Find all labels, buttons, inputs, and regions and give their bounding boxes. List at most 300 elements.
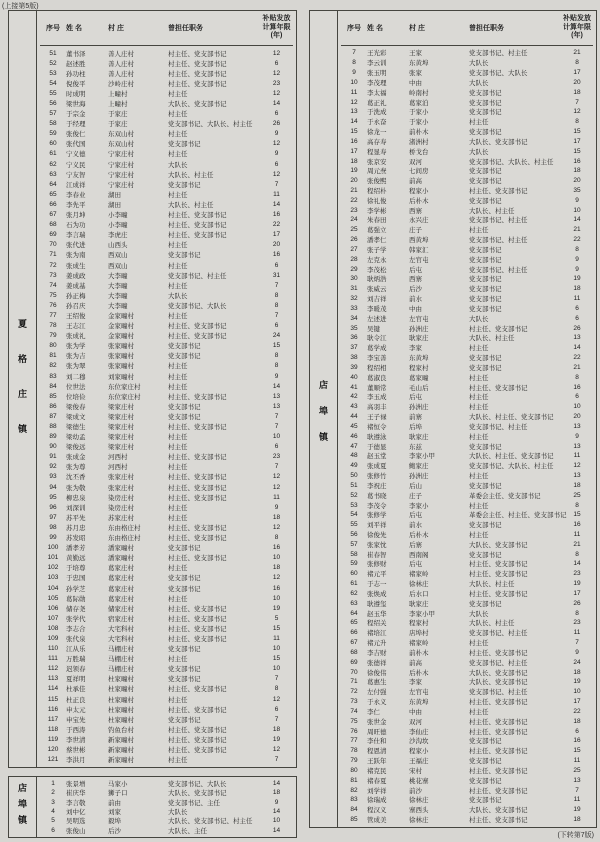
table-row bbox=[341, 333, 593, 343]
cell-former-position: 革委会主任、党支部书记 bbox=[469, 492, 541, 500]
cell-village: 于家庄 bbox=[108, 121, 128, 129]
cell-serial-number: 74 bbox=[49, 281, 57, 289]
col-header-years-line1: 补贴发放 bbox=[262, 14, 291, 22]
table-row bbox=[341, 136, 593, 146]
cell-subsidy-years: 12 bbox=[272, 574, 281, 582]
cell-subsidy-years: 23 bbox=[573, 619, 581, 627]
cell-former-position: 村主任 bbox=[168, 312, 188, 320]
cell-former-position: 党支部书记、大队长、村主任 bbox=[168, 121, 253, 129]
cell-subsidy-years: 11 bbox=[573, 629, 581, 637]
col-header-name: 姓 名 bbox=[66, 25, 82, 32]
cell-former-position: 村主任 bbox=[469, 433, 489, 441]
cell-former-position: 党支部书记 bbox=[168, 141, 201, 149]
cell-person-name: 迟领春 bbox=[66, 666, 86, 674]
cell-village: 善人庄村 bbox=[108, 70, 134, 78]
cell-subsidy-years: 5 bbox=[274, 614, 279, 622]
cell-serial-number: 64 bbox=[49, 180, 57, 188]
cell-person-name: 李春业 bbox=[66, 191, 86, 199]
cell-village: 山西头 bbox=[108, 242, 128, 250]
cell-person-name: 左述进 bbox=[367, 315, 387, 323]
cell-village: 张家疃村 bbox=[108, 353, 134, 361]
cell-serial-number: 88 bbox=[49, 423, 57, 431]
table-row bbox=[40, 452, 293, 462]
table-row bbox=[40, 522, 293, 532]
cell-village: 徐林庄 bbox=[409, 797, 429, 805]
cell-person-name: 刘二穆 bbox=[66, 373, 86, 381]
cell-person-name: 苏平先 bbox=[66, 514, 86, 522]
table-row bbox=[341, 618, 593, 628]
cell-person-name: 姜成基 bbox=[66, 282, 86, 290]
cell-subsidy-years: 12 bbox=[272, 69, 281, 77]
table-row bbox=[341, 363, 593, 373]
cell-subsidy-years: 9 bbox=[575, 432, 579, 440]
table-row bbox=[40, 250, 293, 260]
cell-person-name: 于忠国 bbox=[66, 575, 86, 583]
table-row bbox=[341, 392, 593, 402]
cell-subsidy-years: 10 bbox=[272, 645, 281, 653]
cell-village: 孙洲庄 bbox=[409, 325, 429, 333]
cell-former-position: 党支部书记 bbox=[469, 777, 502, 785]
cell-person-name: 潘孝仁 bbox=[367, 237, 387, 245]
cell-serial-number: 83 bbox=[350, 796, 358, 804]
cell-former-position: 党支部书记 bbox=[469, 286, 502, 294]
table-row bbox=[341, 746, 593, 756]
cell-serial-number: 52 bbox=[350, 491, 358, 499]
cell-village: 金家疃村 bbox=[108, 312, 134, 320]
cell-serial-number: 95 bbox=[49, 493, 57, 501]
cell-person-name: 梁俊春 bbox=[66, 403, 86, 411]
table-row bbox=[40, 321, 293, 331]
cell-subsidy-years: 8 bbox=[274, 291, 279, 299]
cell-former-position: 党支部书记、主任 bbox=[168, 799, 220, 807]
cell-person-name: 李仕和 bbox=[367, 738, 387, 746]
table-row bbox=[341, 716, 593, 726]
cell-subsidy-years: 22 bbox=[573, 354, 581, 362]
cell-serial-number: 70 bbox=[49, 241, 57, 249]
cell-village: 徐林庄 bbox=[409, 817, 429, 824]
cell-former-position: 村主任、党支部书记 bbox=[168, 484, 227, 492]
cell-village: 东位家庄村 bbox=[108, 393, 141, 401]
table-row bbox=[40, 654, 293, 664]
cell-subsidy-years: 10 bbox=[573, 688, 581, 696]
cell-serial-number: 18 bbox=[350, 157, 358, 165]
cell-serial-number: 78 bbox=[49, 322, 57, 330]
cell-former-position: 党支部书记、村主任 bbox=[469, 689, 528, 697]
cell-former-position: 村主任 bbox=[168, 191, 188, 199]
table-row bbox=[40, 788, 293, 797]
cell-person-name: 张为南 bbox=[66, 252, 86, 260]
cell-person-name: 梁俊远 bbox=[66, 444, 86, 452]
cell-former-position: 党支部书记 bbox=[469, 355, 502, 363]
cell-serial-number: 39 bbox=[350, 363, 358, 371]
cell-person-name: 李言敬 bbox=[66, 799, 86, 807]
cell-village: 耿家庄 bbox=[409, 600, 429, 608]
table-row bbox=[40, 623, 293, 633]
cell-serial-number: 30 bbox=[350, 275, 358, 283]
cell-subsidy-years: 8 bbox=[274, 685, 279, 693]
cell-person-name: 王光彩 bbox=[367, 50, 387, 58]
cell-village: 东双山村 bbox=[108, 131, 134, 139]
cell-serial-number: 49 bbox=[350, 462, 358, 470]
cell-subsidy-years: 15 bbox=[272, 655, 281, 663]
cell-serial-number: 87 bbox=[49, 412, 57, 420]
cell-former-position: 党支部书记、村主任 bbox=[469, 237, 528, 245]
table-row bbox=[40, 280, 293, 290]
col-header-position: 曾担任职务 bbox=[469, 25, 504, 32]
cell-serial-number: 89 bbox=[49, 433, 57, 441]
cell-subsidy-years: 9 bbox=[575, 265, 579, 273]
cell-serial-number: 55 bbox=[350, 521, 358, 529]
cell-serial-number: 77 bbox=[350, 737, 358, 745]
cell-serial-number: 32 bbox=[350, 295, 358, 303]
col-header-years bbox=[561, 15, 593, 41]
cell-serial-number: 66 bbox=[350, 629, 358, 637]
cell-subsidy-years: 11 bbox=[573, 757, 581, 765]
cell-serial-number: 103 bbox=[47, 574, 59, 582]
cell-subsidy-years: 25 bbox=[573, 766, 581, 774]
cell-village: 小李疃 bbox=[108, 212, 128, 220]
cell-person-name: 程绍关 bbox=[367, 620, 387, 628]
cell-serial-number: 79 bbox=[49, 332, 57, 340]
cell-former-position: 党支部书记 bbox=[168, 666, 201, 674]
cell-person-name: 于培尊 bbox=[66, 565, 86, 573]
cell-village: 杜家疃村 bbox=[108, 716, 134, 724]
cell-village: 大宅科村 bbox=[108, 625, 134, 633]
cell-former-position: 村主任 bbox=[168, 262, 188, 270]
cell-subsidy-years: 15 bbox=[573, 747, 581, 755]
table-body bbox=[40, 777, 293, 837]
cell-subsidy-years: 9 bbox=[274, 150, 279, 158]
cell-person-name: 李洪月 bbox=[66, 757, 86, 765]
table-row bbox=[40, 583, 293, 593]
col-header-position: 曾担任职务 bbox=[168, 25, 203, 32]
cell-serial-number: 111 bbox=[48, 655, 58, 663]
cell-village: 桥戈台 bbox=[409, 148, 429, 156]
table-row bbox=[341, 795, 593, 805]
cell-subsidy-years: 14 bbox=[272, 382, 281, 390]
table-row bbox=[341, 77, 593, 87]
cell-subsidy-years: 17 bbox=[573, 137, 581, 145]
cell-serial-number: 64 bbox=[350, 609, 358, 617]
cell-former-position: 村主任 bbox=[469, 394, 489, 402]
cell-subsidy-years: 14 bbox=[573, 344, 581, 352]
cell-subsidy-years: 6 bbox=[274, 110, 279, 118]
cell-village: 大宅科村 bbox=[108, 635, 134, 643]
cell-person-name: 张代进 bbox=[66, 242, 86, 250]
cell-subsidy-years: 18 bbox=[272, 725, 281, 733]
table-row bbox=[341, 648, 593, 658]
cell-former-position: 村主任、党支部书记 bbox=[168, 747, 227, 755]
cell-village: 沙岭庄村 bbox=[108, 80, 134, 88]
cell-serial-number: 19 bbox=[350, 167, 358, 175]
table-row bbox=[341, 431, 593, 441]
cell-former-position: 党支部书记 bbox=[469, 364, 502, 372]
table-row bbox=[341, 372, 593, 382]
cell-person-name: 杜正良 bbox=[66, 696, 86, 704]
cell-former-position: 村主任 bbox=[469, 119, 489, 127]
table-row bbox=[40, 88, 293, 98]
cell-subsidy-years: 7 bbox=[575, 786, 579, 794]
cell-person-name: 葛正礼 bbox=[367, 99, 387, 107]
cell-former-position: 村主任 bbox=[469, 640, 489, 648]
cell-person-name: 张俊山 bbox=[66, 827, 86, 835]
table-row bbox=[341, 765, 593, 775]
cell-former-position: 村主任、党支部书记 bbox=[469, 384, 528, 392]
cell-former-position: 村主任 bbox=[168, 383, 188, 391]
cell-village: 李虎庄 bbox=[108, 232, 128, 240]
cell-subsidy-years: 23 bbox=[272, 453, 281, 461]
cell-former-position: 大队长、村主任 bbox=[469, 620, 515, 628]
cell-village: 梁家庄村 bbox=[108, 413, 134, 421]
cell-person-name: 张威云 bbox=[367, 286, 387, 294]
cell-serial-number: 108 bbox=[47, 624, 59, 632]
cell-subsidy-years: 6 bbox=[575, 314, 579, 322]
cell-village: 小李疃 bbox=[108, 222, 128, 230]
cell-person-name: 刘学祥 bbox=[367, 787, 387, 795]
table-row bbox=[40, 482, 293, 492]
cell-village: 杜家疃村 bbox=[108, 686, 134, 694]
cell-former-position: 党支部书记 bbox=[469, 522, 502, 530]
cell-serial-number: 4 bbox=[51, 808, 55, 816]
cell-village: 前高 bbox=[409, 178, 422, 186]
cell-village: 张家疃村 bbox=[108, 343, 134, 351]
cell-person-name: 左付强 bbox=[367, 689, 387, 697]
cell-village: 葛家泊 bbox=[409, 99, 429, 107]
cell-subsidy-years: 24 bbox=[272, 332, 281, 340]
cell-subsidy-years: 25 bbox=[573, 491, 581, 499]
cell-subsidy-years: 13 bbox=[573, 442, 581, 450]
cell-person-name: 李茂令 bbox=[367, 502, 387, 510]
cell-village: 张家庄村 bbox=[108, 484, 134, 492]
cell-village: 葛家庄村 bbox=[108, 595, 134, 603]
table-row bbox=[40, 502, 293, 512]
cell-subsidy-years: 19 bbox=[573, 806, 581, 814]
cell-village: 梁家庄村 bbox=[108, 434, 134, 442]
cell-village: 后朴木 bbox=[409, 531, 429, 539]
cell-subsidy-years: 21 bbox=[573, 49, 581, 57]
cell-former-position: 党支部书记、村主任 bbox=[469, 266, 528, 274]
table-row bbox=[40, 664, 293, 674]
cell-serial-number: 63 bbox=[49, 170, 57, 178]
cell-village: 后朴木 bbox=[409, 669, 429, 677]
cell-subsidy-years: 22 bbox=[272, 221, 281, 229]
cell-former-position: 村主任 bbox=[168, 151, 188, 159]
cell-subsidy-years: 18 bbox=[573, 88, 581, 96]
cell-serial-number: 98 bbox=[49, 523, 57, 531]
cell-serial-number: 101 bbox=[47, 554, 59, 562]
cell-subsidy-years: 26 bbox=[573, 324, 581, 332]
cell-former-position: 大队长 bbox=[469, 610, 489, 618]
cell-former-position: 村主任 bbox=[168, 444, 188, 452]
table-row bbox=[341, 736, 593, 746]
cell-serial-number: 50 bbox=[350, 472, 358, 480]
cell-serial-number: 81 bbox=[49, 352, 57, 360]
town-label-xiagezhuang: 夏格庄镇 bbox=[17, 319, 27, 459]
cell-serial-number: 25 bbox=[350, 226, 358, 234]
cell-serial-number: 82 bbox=[350, 786, 358, 794]
cell-former-position: 党支部书记、大队长 bbox=[469, 70, 528, 78]
cell-village: 西双山 bbox=[108, 252, 128, 260]
table-row bbox=[40, 78, 293, 88]
cell-former-position: 党支部书记 bbox=[168, 343, 201, 351]
table-row bbox=[341, 805, 593, 815]
cell-subsidy-years: 11 bbox=[573, 796, 581, 804]
cell-village: 前朴木 bbox=[409, 129, 429, 137]
cell-former-position: 村主任、党支部书记 bbox=[168, 635, 227, 643]
cell-person-name: 李茂松 bbox=[367, 266, 387, 274]
cell-former-position: 村主任 bbox=[168, 514, 188, 522]
cell-subsidy-years: 6 bbox=[575, 727, 579, 735]
cell-former-position: 党支部书记 bbox=[168, 646, 201, 654]
cell-person-name: 倪俊平 bbox=[66, 80, 86, 88]
cell-serial-number: 56 bbox=[350, 530, 358, 538]
table-row bbox=[341, 382, 593, 392]
cell-village: 岭南村 bbox=[409, 89, 429, 97]
cell-village: 毛山后 bbox=[409, 384, 429, 392]
cell-former-position: 党支部书记 bbox=[469, 99, 502, 107]
cell-subsidy-years: 19 bbox=[272, 604, 281, 612]
cell-village: 东双山村 bbox=[108, 141, 134, 149]
cell-subsidy-years: 12 bbox=[272, 170, 281, 178]
cell-village: 左官屯 bbox=[409, 315, 429, 323]
table-row bbox=[341, 687, 593, 697]
cell-person-name: 王志江 bbox=[66, 323, 86, 331]
cell-former-position: 村主任、党支部书记 bbox=[469, 817, 528, 824]
cell-former-position: 党支部书记 bbox=[168, 413, 201, 421]
table-row bbox=[40, 159, 293, 169]
cell-person-name: 李世清 bbox=[66, 736, 86, 744]
cell-subsidy-years: 8 bbox=[575, 245, 579, 253]
cell-subsidy-years: 10 bbox=[272, 817, 281, 825]
cell-former-position: 党支部书记 bbox=[469, 443, 502, 451]
cell-subsidy-years: 7 bbox=[575, 639, 579, 647]
cell-former-position: 村主任、党支部书记 bbox=[168, 323, 227, 331]
cell-person-name: 李宝善 bbox=[367, 355, 387, 363]
cell-village: 杜家疃村 bbox=[108, 696, 134, 704]
cell-person-name: 李茂理 bbox=[367, 79, 387, 87]
cell-subsidy-years: 17 bbox=[573, 698, 581, 706]
cell-subsidy-years: 13 bbox=[272, 402, 281, 410]
cell-village: 李家小 bbox=[409, 502, 429, 510]
cell-person-name: 李玉成 bbox=[367, 394, 387, 402]
cell-former-position: 村主任、党支部书记 bbox=[168, 625, 227, 633]
table-row bbox=[40, 573, 293, 583]
cell-person-name: 位世法 bbox=[66, 383, 86, 391]
cell-subsidy-years: 8 bbox=[274, 362, 279, 370]
cell-village: 大李疃 bbox=[108, 292, 128, 300]
cell-village: 染房庄村 bbox=[108, 504, 134, 512]
cell-former-position: 党支部书记、村主任 bbox=[168, 272, 227, 280]
cell-serial-number: 40 bbox=[350, 373, 358, 381]
cell-subsidy-years: 11 bbox=[273, 634, 280, 642]
cell-village: 金家疃村 bbox=[108, 333, 134, 341]
table-row bbox=[40, 119, 293, 129]
table-row bbox=[341, 598, 593, 608]
cell-former-position: 村主任 bbox=[469, 404, 489, 412]
cell-former-position: 大队长、村主任 bbox=[469, 335, 515, 343]
cell-serial-number: 69 bbox=[350, 658, 358, 666]
cell-person-name: 赵述胜 bbox=[66, 60, 86, 68]
cell-person-name: 夏祥明 bbox=[66, 676, 86, 684]
cell-subsidy-years: 7 bbox=[274, 423, 279, 431]
cell-person-name: 葛书晓 bbox=[367, 492, 387, 500]
cell-person-name: 李太福 bbox=[367, 89, 387, 97]
cell-village: 大李疃 bbox=[108, 272, 128, 280]
cell-person-name: 耿遵泳 bbox=[367, 433, 387, 441]
cell-person-name: 张玉明 bbox=[367, 70, 387, 78]
cell-subsidy-years: 13 bbox=[573, 776, 581, 784]
table-row bbox=[40, 694, 293, 704]
table-row bbox=[40, 139, 293, 149]
cell-subsidy-years: 12 bbox=[272, 140, 281, 148]
cell-subsidy-years: 14 bbox=[573, 560, 581, 568]
cell-village: 马家小 bbox=[108, 781, 128, 789]
cell-serial-number: 74 bbox=[350, 707, 358, 715]
cell-person-name: 董书泽 bbox=[66, 50, 86, 58]
cell-serial-number: 93 bbox=[49, 473, 57, 481]
town-label-cell bbox=[9, 777, 37, 837]
table-row bbox=[341, 677, 593, 687]
cell-serial-number: 46 bbox=[350, 432, 358, 440]
cell-former-position: 党支部书记 bbox=[168, 353, 201, 361]
cell-former-position: 大队长、党支部书记 bbox=[469, 541, 528, 549]
table-row bbox=[40, 714, 293, 724]
cell-serial-number: 75 bbox=[49, 291, 57, 299]
cell-person-name: 李志合 bbox=[66, 625, 86, 633]
cell-subsidy-years: 12 bbox=[272, 523, 281, 531]
cell-former-position: 村主任 bbox=[168, 111, 188, 119]
cell-person-name: 徐俊先 bbox=[367, 531, 387, 539]
table-row bbox=[40, 779, 293, 788]
cell-subsidy-years: 18 bbox=[573, 481, 581, 489]
cell-person-name: 褚克民 bbox=[367, 767, 387, 775]
cell-person-name: 崔春智 bbox=[367, 551, 387, 559]
table-row bbox=[341, 461, 593, 471]
cell-village: 中由 bbox=[409, 305, 422, 313]
col-header-village: 村 庄 bbox=[409, 25, 425, 32]
cell-village: 毅埠 bbox=[108, 818, 121, 826]
cell-former-position: 大队长 bbox=[469, 315, 489, 323]
cell-former-position: 大队长 bbox=[469, 148, 489, 156]
cell-subsidy-years: 6 bbox=[575, 393, 579, 401]
table-row bbox=[40, 816, 293, 825]
cell-former-position: 村主任、党支部书记 bbox=[168, 424, 227, 432]
cell-person-name: 梁世海 bbox=[66, 101, 86, 109]
cell-subsidy-years: 12 bbox=[272, 746, 281, 754]
cell-subsidy-years: 17 bbox=[573, 69, 581, 77]
table-row bbox=[341, 471, 593, 481]
cell-subsidy-years: 14 bbox=[272, 200, 281, 208]
table-row bbox=[40, 129, 293, 139]
table-row bbox=[40, 169, 293, 179]
cell-subsidy-years: 21 bbox=[573, 226, 581, 234]
cell-serial-number: 38 bbox=[350, 354, 358, 362]
col-header-serial: 序号 bbox=[347, 25, 361, 32]
cell-village: 宁家庄村 bbox=[108, 171, 134, 179]
cell-village: 李家 bbox=[409, 679, 422, 687]
cell-subsidy-years: 21 bbox=[573, 540, 581, 548]
table-row bbox=[40, 48, 293, 58]
cell-village: 前水 bbox=[409, 296, 422, 304]
cell-subsidy-years: 8 bbox=[575, 550, 579, 558]
cell-serial-number: 24 bbox=[350, 216, 358, 224]
cell-village: 刘家 bbox=[108, 809, 121, 817]
table-row bbox=[341, 441, 593, 451]
table-row bbox=[341, 68, 593, 78]
cell-subsidy-years: 23 bbox=[573, 570, 581, 578]
table-row bbox=[40, 58, 293, 68]
cell-serial-number: 65 bbox=[49, 190, 57, 198]
